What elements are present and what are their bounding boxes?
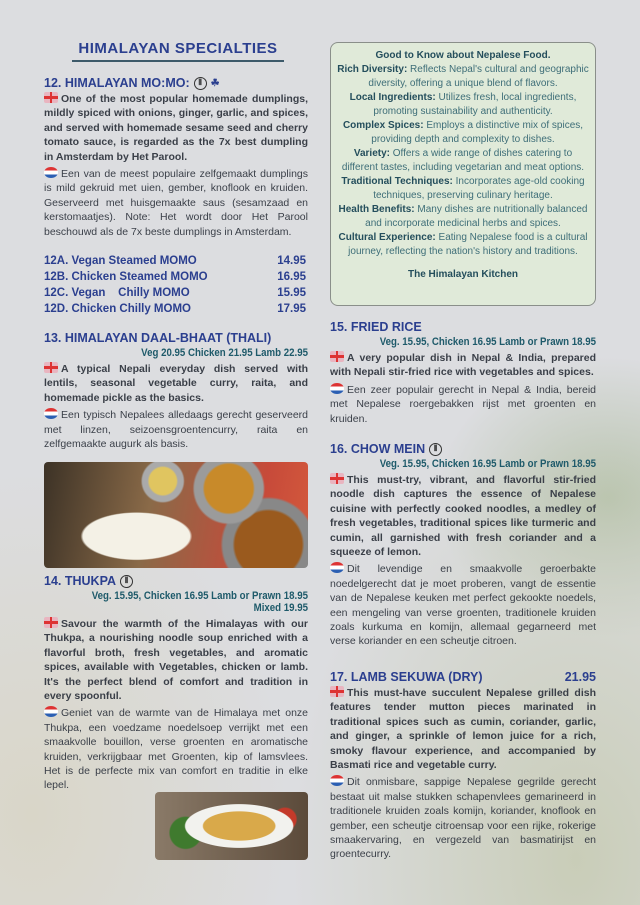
- menu-item: 12B. Chicken Steamed MOMO 16.95: [44, 271, 306, 284]
- vegan-icon: ⦀: [120, 575, 133, 588]
- leaf-icon: ☘: [210, 77, 220, 89]
- description-nl: Dit levendige en smaakvolle geroerbakte noedelgerecht dat je moet proberen, vangt de essentie van de Nepalese keuken met perfect gekookte noedels, een mengeling van verse groenten, traditionele kruiden zoals kurkuma en komijn, allemaal gegarneerd met verse koriander en een scheutje citroen.: [330, 563, 596, 648]
- left-column: [44, 40, 308, 455]
- nl-flag-icon: [44, 706, 58, 717]
- uk-flag-icon: [330, 686, 344, 697]
- dish-title: 16. CHOW MEIN: [330, 442, 426, 456]
- nl-flag-icon: [330, 383, 344, 394]
- info-box-good-to-know: [330, 42, 596, 306]
- menu-item: 12A. Vegan Steamed MOMO 14.95: [44, 255, 306, 268]
- uk-flag-icon: [330, 473, 344, 484]
- description-en: One of the most popular homemade dumplings, mildly spiced with onions, ginger, garlic, and spices, and served with homemade sesame seed and cherry tomato sauce, is regarded as the 7x best dumpling in Amsterdam by Het Parool.: [44, 93, 308, 163]
- description-en: A very popular dish in Nepal & India, prepared with Nepali stir-fried rice with vegetables and spices.: [330, 352, 596, 379]
- description-en: A typical Nepali everyday dish served with lentils, seasonal vegetable curry, raita, and homemade pickle as the basics.: [44, 363, 308, 404]
- dish-daal-bhaat: [44, 331, 308, 451]
- price: 21.95: [564, 670, 596, 684]
- description-nl: Geniet van de warmte van de Himalaya met onze Thukpa, een voedzame noedelsoep verrijkt met een smaakvolle bouillon, verse groenten en aromatische kruiden, verkrijgbaar met Groenten, kip of lamsvlees. Het is de perfecte mix van comfort en traditie in elke lepel.: [44, 707, 308, 792]
- uk-flag-icon: [44, 92, 58, 103]
- info-item: Traditional Techniques: Incorporates age-old cooking techniques, preserving culinary heritage.: [341, 176, 585, 201]
- description-en: Savour the warmth of the Himalayas with our Thukpa, a nourishing noodle soup enriched with a flavorful broth, fresh vegetables, and aromatic spices, available with Vegetables, chicken or lamb. It's the perfect blend of comfort and tradition in every spoonful.: [44, 618, 308, 703]
- dish-chow-mein: [330, 442, 596, 652]
- nl-flag-icon: [330, 562, 344, 573]
- menu-item: 12D. Chicken Chilly MOMO 17.95: [44, 303, 306, 316]
- description-en: This must-have succulent Nepalese grilled dish features tender mutton pieces marinated in traditional spices such as cumin, coriander, garlic, and ginger, a sprinkle of lemon juice for a rich, smoky flavour experience, and accompanied by Basmati rice and vegetable curry.: [330, 687, 596, 772]
- vegan-icon: ⦀: [194, 77, 207, 90]
- info-item: Health Benefits: Many dishes are nutritionally balanced and incorporate medicinal herbs and spices.: [338, 204, 588, 229]
- thukpa-photo: [155, 792, 308, 860]
- dish-fried-rice: [330, 320, 596, 429]
- momo-variants: [44, 253, 308, 317]
- dish-thukpa: [44, 574, 308, 796]
- page-title: HIMALAYAN SPECIALTIES: [72, 40, 284, 62]
- vegan-icon: ⦀: [429, 443, 442, 456]
- description-en: This must-try, vibrant, and flavorful stir-fried noodle dish captures the essence of Nepalese cuisine with perfectly cooked noodles, a medley of fresh vegetables, traditional spices like turmeric and cumin, all garnished with fresh coriander and a squeeze of lemon.: [330, 474, 596, 559]
- dish-lamb-sekuwa: [330, 670, 596, 865]
- info-heading: Good to Know about Nepalese Food.: [375, 50, 551, 61]
- info-item: Local Ingredients: Utilizes fresh, local ingredients, promoting sustainability and authenticity.: [349, 92, 577, 117]
- info-item: Rich Diversity: Reflects Nepal's cultural and geographic diversity, offering a unique blend of flavors.: [337, 64, 589, 89]
- info-item: Complex Spices: Employs a distinctive mix of spices, providing depth and complexity to dishes.: [342, 120, 584, 145]
- prices: Veg. 15.95, Chicken 16.95 Lamb or Prawn 18.95 Mixed 19.95: [91, 590, 308, 614]
- info-signature: The Himalayan Kitchen: [407, 269, 519, 280]
- nl-flag-icon: [44, 408, 58, 419]
- prices: Veg 20.95 Chicken 21.95 Lamb 22.95: [141, 347, 308, 360]
- dish-title: 13. HIMALAYAN DAAL-BHAAT (THALI): [44, 331, 272, 346]
- dish-title: 17. LAMB SEKUWA (DRY): [330, 670, 483, 684]
- info-item: Variety: Offers a wide range of dishes catering to different tastes, including vegetarian and meat options.: [341, 148, 585, 173]
- thali-photo: [44, 462, 308, 568]
- prices: Veg. 15.95, Chicken 16.95 Lamb or Prawn 18.95: [379, 336, 596, 348]
- uk-flag-icon: [330, 351, 344, 362]
- prices: Veg. 15.95, Chicken 16.95 Lamb or Prawn 18.95: [379, 458, 596, 470]
- uk-flag-icon: [44, 617, 58, 628]
- uk-flag-icon: [44, 362, 58, 373]
- menu-item: 12C. Vegan Chilly MOMO 15.95: [44, 287, 306, 300]
- nl-flag-icon: [44, 167, 58, 178]
- dish-title: 14. THUKPA: [44, 574, 117, 588]
- description-nl: Een typisch Nepalees alledaags gerecht geserveerd met linzen, seizoensgroentencurry, raita en zelfgemaakte augurk als basis.: [44, 409, 308, 451]
- nl-flag-icon: [330, 775, 344, 786]
- info-item: Cultural Experience: Eating Nepalese food is a cultural journey, reflecting the nation's history and traditions.: [338, 232, 588, 257]
- description-nl: Dit onmisbare, sappige Nepalese gegrilde gerecht bestaat uit malse stukken schapenvlees gemarineerd in traditionele kruiden zoals komijn, koriander, knoflook en gember, een scheutje citroensap voor een rijke, rokerige smaakervaring, en vergezeld van basmatirijst en groentecurry.: [330, 776, 596, 861]
- description-nl: Een van de meest populaire zelfgemaakt dumplings is mild gekruid met uien, gember, knoflook en kruiden. Geserveerd met huisgemaakte saus (sesamzaad en kerstomaatjes). Note: Het wordt door Het Parool beschouwd als de 7x beste dumplings in Amsterdam.: [44, 168, 308, 238]
- dish-momo: [44, 76, 308, 317]
- dish-title: 12. HIMALAYAN MO:MO:: [44, 76, 190, 90]
- dish-title: 15. FRIED RICE: [330, 320, 422, 334]
- description-nl: Een zeer populair gerecht in Nepal & India, bereid met Nepalese roergebakken rijst met groenten en kruiden.: [330, 383, 596, 425]
